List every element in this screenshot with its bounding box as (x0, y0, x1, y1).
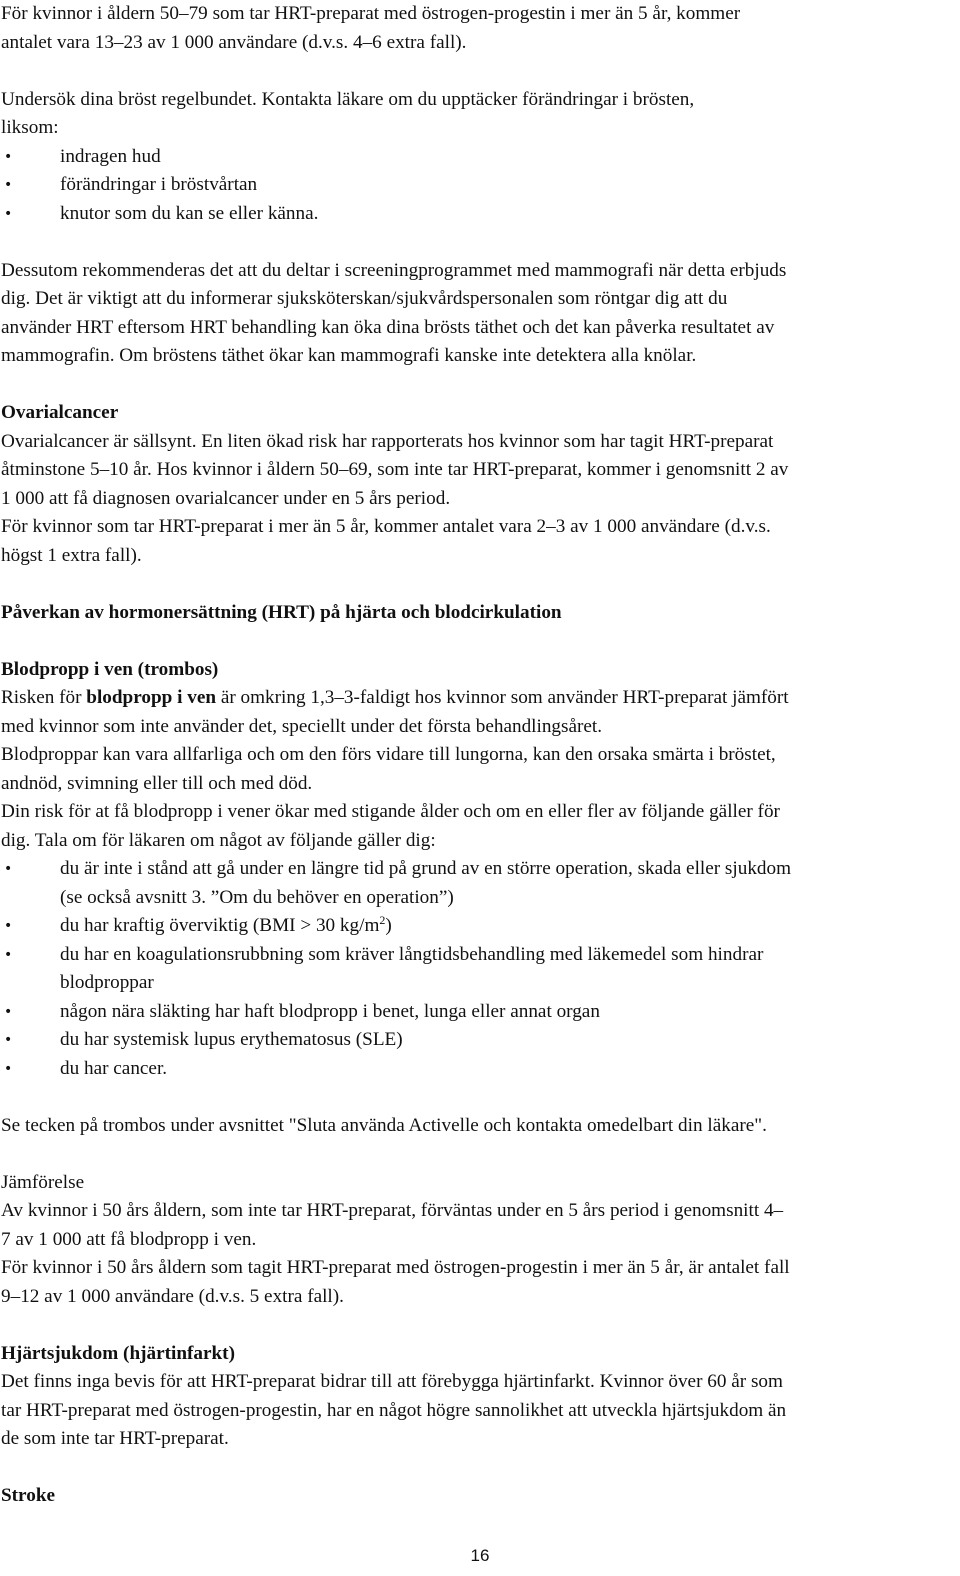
ovarian-cancer-heading: Ovarialcancer (1, 402, 119, 423)
bullet-icon: • (4, 177, 13, 193)
thrombosis-line: Blodproppar kan vara allfarliga och om den förs vidare till lungorna, kan den orsaka smärta i bröstet, (1, 744, 776, 765)
thrombosis-heading: Blodpropp i ven (trombos) (1, 658, 219, 680)
spacer (1, 1311, 956, 1340)
comparison-line: 9–12 av 1 000 användare (d.v.s. 5 extra fall). (1, 1285, 344, 1307)
thrombosis-line: med kvinnor som inte använder det, speciellt under det första behandlingsåret. (1, 715, 603, 737)
bullet-icon: • (4, 946, 13, 963)
thrombosis-line: Din risk för at få blodpropp i vener ökar med stigande ålder och om en eller fler av följande gäller för (1, 801, 780, 822)
screening-line: Dessutom rekommenderas det att du deltar i screeningprogrammet med mammografi när detta erbjuds (1, 259, 787, 281)
spacer (1, 371, 956, 400)
section-heading: Påverkan av hormonersättning (HRT) på hjärta och blodcirkulation (1, 601, 562, 623)
spacer (1, 1083, 956, 1112)
comparison-heading: Jämförelse (1, 1171, 85, 1193)
screening-line: använder HRT eftersom HRT behandling kan öka dina brösts täthet och det kan påverka resultatet av (1, 316, 775, 338)
bullet-icon: • (4, 1032, 13, 1048)
intro-line: För kvinnor i åldern 50–79 som tar HRT-preparat med östrogen-progestin i mer än 5 år, kommer (1, 3, 741, 24)
list-item: • du har kraftig överviktig (BMI > 30 $kg/m^2$) (1, 912, 956, 941)
screening-line: mammografin. Om bröstens täthet ökar kan mammografi kanske inte detektera alla knölar. (1, 345, 697, 366)
list-item: • förändringar i bröstvårtan (1, 171, 956, 200)
list-item: • indragen hud (1, 143, 956, 172)
bullet-icon: • (4, 861, 13, 877)
breast-exam-heading: Undersök dina bröst regelbundet. Kontakta läkare om du upptäcker förändringar i brösten, (1, 88, 695, 110)
thrombosis-line: dig. Tala om för läkaren om något av följande gäller dig: (1, 829, 436, 851)
breast-signs-list (1, 143, 956, 229)
list-item: • du har en koagulationsrubbning som kräver långtidsbehandling med läkemedel som hindrar blodproppar (1, 941, 956, 998)
comparison-line: 7 av 1 000 att få blodpropp i ven. (1, 1228, 257, 1250)
heart-disease-line: Det finns inga bevis för att HRT-preparat bidrar till att förebygga hjärtinfarkt. Kvinnor över 60 år som (1, 1371, 783, 1392)
list-item: • någon nära släkting har haft blodpropp i benet, lunga eller annat organ (1, 998, 956, 1027)
risk-factors-list (1, 855, 956, 1083)
ovarian-line: För kvinnor som tar HRT-preparat i mer än 5 år, kommer antalet vara 2–3 av 1 000 användare (d.v.s. (1, 516, 771, 537)
spacer (1, 627, 956, 656)
spacer (1, 228, 956, 257)
ovarian-line: 1 000 att få diagnosen ovarialcancer under en 5 års period. (1, 487, 451, 509)
heart-disease-heading: Hjärtsjukdom (hjärtinfarkt) (1, 1342, 235, 1364)
see-also-note: Se tecken på trombos under avsnittet "Sluta använda Activelle och kontakta omedelbart din läkare". (1, 1114, 767, 1136)
page-number: 16 (470, 1546, 490, 1565)
bullet-icon: • (4, 205, 13, 222)
document-page (1, 0, 956, 1511)
screening-line: dig. Det är viktigt att du informerar sjuksköterskan/sjukvårdspersonalen som röntgar dig att du (1, 288, 728, 309)
bullet-icon: • (4, 918, 13, 934)
list-item: • knutor som du kan se eller känna. (1, 200, 956, 229)
ovarian-line: högst 1 extra fall). (1, 544, 142, 566)
ovarian-line: åtminstone 5–10 år. Hos kvinnor i åldern 50–69, som inte tar HRT-preparat, kommer i genomsnitt 2 av (1, 459, 789, 480)
bullet-icon: • (4, 1060, 13, 1077)
bullet-icon: • (4, 148, 13, 165)
comparison-line: För kvinnor i 50 års åldern som tagit HRT-preparat med östrogen-progestin i mer än 5 år, är antalet fall (1, 1257, 790, 1278)
spacer (1, 57, 956, 86)
breast-exam-heading: liksom: (1, 117, 59, 138)
heart-disease-line: tar HRT-preparat med östrogen-progestin, har en något högre sannolikhet att utveckla hjärtsjukdom än (1, 1399, 787, 1421)
ovarian-line: Ovarialcancer är sällsynt. En liten ökad risk har rapporterats hos kvinnor som har tagit HRT-preparat (1, 430, 774, 452)
list-item: • du har systemisk lupus erythematosus (SLE) (1, 1026, 956, 1055)
list-item: • du är inte i stånd att gå under en längre tid på grund av en större operation, skada eller sjukdom (se också avsnitt 3. ”Om du behöver en operation”) (1, 855, 956, 912)
thrombosis-risk-line: Risken för blodpropp i ven är omkring 1,3–3-faldigt hos kvinnor som använder HRT-preparat jämfört (1, 687, 789, 708)
thrombosis-line: andnöd, svimning eller till och med död. (1, 772, 313, 794)
bullet-icon: • (4, 1003, 13, 1020)
stroke-heading: Stroke (1, 1485, 56, 1506)
spacer (1, 570, 956, 599)
comparison-line: Av kvinnor i 50 års åldern, som inte tar HRT-preparat, förväntas under en 5 års period i genomsnitt 4– (1, 1200, 784, 1221)
spacer (1, 1140, 956, 1169)
heart-disease-line: de som inte tar HRT-preparat. (1, 1428, 229, 1449)
list-item: • du har cancer. (1, 1055, 956, 1084)
spacer (1, 1454, 956, 1483)
intro-line: antalet vara 13–23 av 1 000 användare (d.v.s. 4–6 extra fall). (1, 31, 467, 53)
